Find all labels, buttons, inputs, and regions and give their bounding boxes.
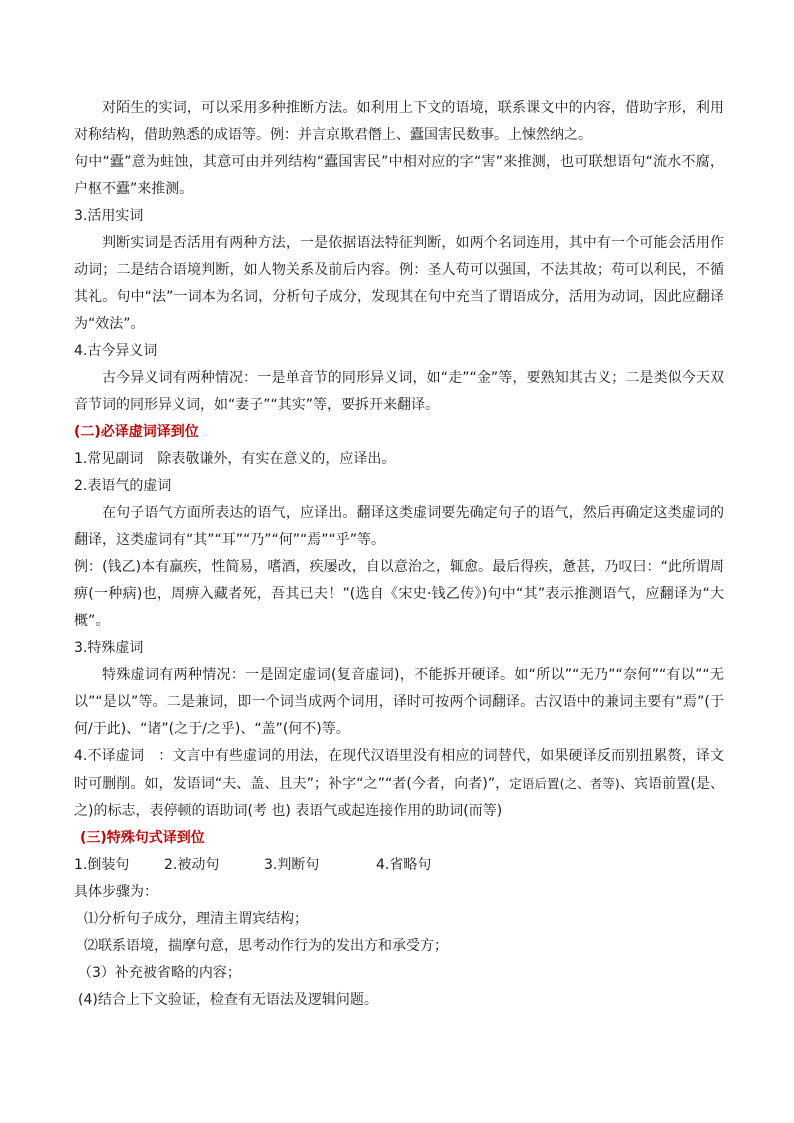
step-2: ⑵联系语境，揣摩句意，思考动作行为的发出方和承受方； [84,938,448,954]
section-heading-sentence-patterns: (三)特殊句式译到位 [80,830,205,846]
type-omission: 4.省略句 [376,857,432,873]
untranslated-part-1: 4.不译虚词 ：文言中有些虚词的用法，在现代汉语里没有相应的词替代，如果硬译反而别扭累赘，译文时可删削。如，发语词“夫、盖、且夫”；补字“之”“者(今者，向者)”， [74,748,724,792]
paragraph-du-explanation: 句中“蠹”意为蛀蚀，其意可由并列结构“蠹国害民”中相对应的字“害”来推测，也可联想语句“流水不腐，户枢不蠹”来推测。 [74,154,724,197]
paragraph-adverbs: 1.常见副词 除表敬谦外，有实在意义的，应译出。 [74,451,396,467]
type-passive: 2.被动句 [164,857,220,873]
step-4: (4)结合上下文验证，检查有无语法及逻辑问题。 [78,992,378,1008]
heading-active-words: 3.活用实词 [74,208,144,224]
paragraph-ancient-modern: 古今异义词有两种情况：一是单音节的同形异义词，如“走”“金”等，要熟知其古义；二是类似今天双音节词的同形异义词，如“妻子”“其实”等，要拆开来翻译。 [74,370,724,413]
paragraph-mood-words: 在句子语气方面所表达的语气，应译出。翻译这类虚词要先确定句子的语气，然后再确定这类虚词的翻译，这类虚词有“其”“耳”“乃”“何”“焉”“乎”等。 [74,505,724,548]
type-inverted: 1.倒装句 [74,857,130,873]
heading-ancient-modern: 4.古今异义词 [74,343,158,359]
heading-mood-words: 2.表语气的虚词 [74,478,172,494]
step-1: ⑴分析句子成分，理清主谓宾结构； [84,911,308,927]
paragraph-active-words: 判断实词是否活用有两种方法，一是依据语法特征判断，如两个名词连用，其中有一个可能会活用作动词；二是结合语境判断，如人物关系及前后内容。例：圣人苟可以强国，不法其故；苟可以利民，不循其礼。句中“法”一词本为名词，分析句子成分，发现其在句中充当了谓语成分，活用为动词，因此应翻译为“效法”。 [74,235,724,332]
untranslated-part-2: 定语后置(之、者等) [509,776,620,791]
paragraph-untranslated-words [74,743,724,825]
steps-title: 具体步骤为： [74,884,158,900]
untranslated-part-3: 、宾语前置(是、之)的标志，表停顿的语助词(考 也) 表语气或起连接作用的助词(而等) [74,776,724,819]
sentence-types-row [74,852,724,879]
paragraph-inference: 对陌生的实词，可以采用多种推断方法。如利用上下文的语境，联系课文中的内容，借助字形，利用对称结构，借助熟悉的成语等。例：并言京欺君僭上、蠹国害民数事。上悚然纳之。 [74,100,724,143]
section-heading-function-words: (二)必译虚词译到位 [74,424,199,440]
type-judgment: 3.判断句 [264,857,320,873]
paragraph-qian-yi-example: 例：(钱乙)本有羸疾，性简易，嗜酒，疾屡改，自以意治之，辄愈。最后得疾，惫甚，乃叹曰：“此所谓周痹(一种病)也，周痹入藏者死，吾其已夫！”(选自《宋史·钱乙传》)句中“其”表示推测语气，应翻译为“大概”。 [74,559,724,629]
heading-special-words: 3.特殊虚词 [74,640,144,656]
document-page [74,95,724,1014]
step-3: （3）补充被省略的内容； [78,965,241,981]
paragraph-special-words: 特殊虚词有两种情况：一是固定虚词(复音虚词)，不能拆开硬译。如“所以”“无乃”“奈何”“有以”“无以”“是以”等。二是兼词，即一个词当成两个词用，译时可按两个词翻译。古汉语中的兼词主要有“焉”(于何/于此)、“诸”(之于/之乎)、“盖”(何不)等。 [74,667,724,737]
